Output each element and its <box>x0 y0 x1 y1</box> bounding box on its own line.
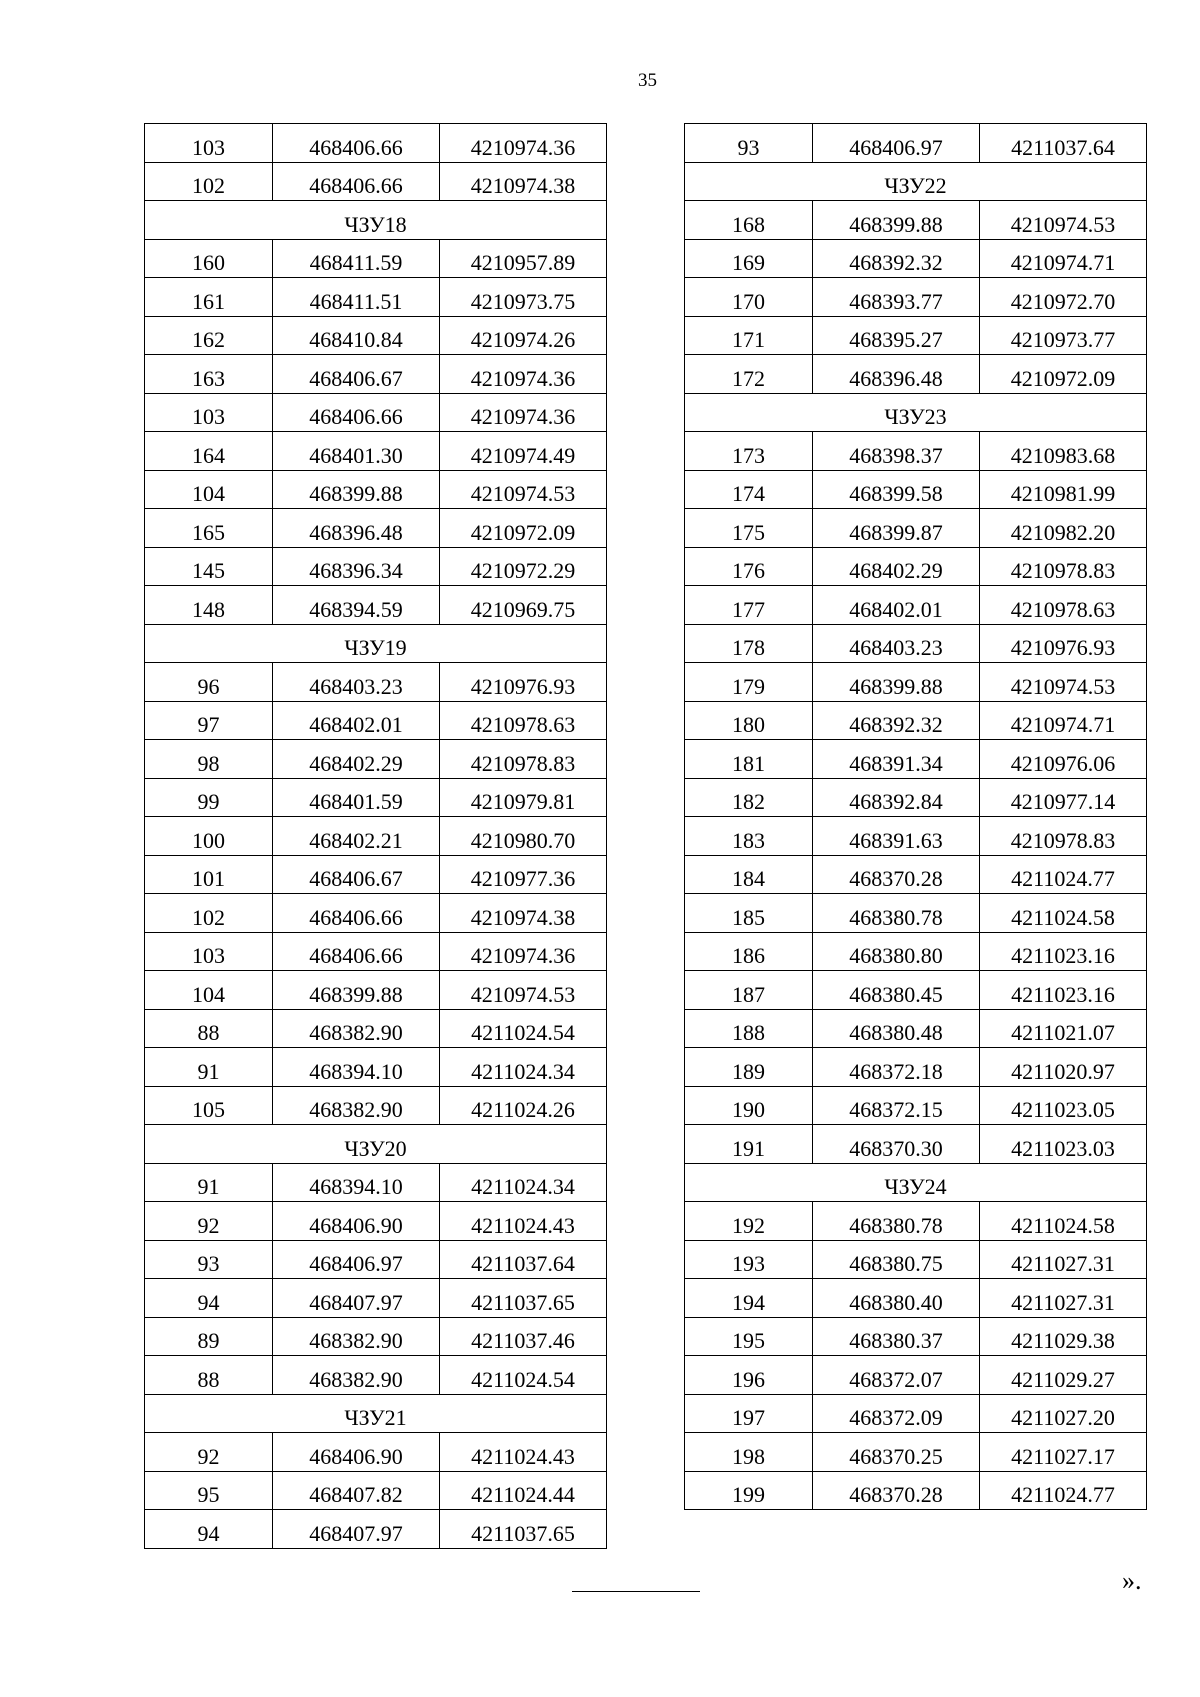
coordinate-row <box>145 778 607 817</box>
point-number-cell: 98 <box>145 740 273 779</box>
y-coordinate-cell: 4210974.53 <box>440 470 607 509</box>
coordinate-row <box>685 432 1147 471</box>
y-coordinate-cell: 4211024.77 <box>980 855 1147 894</box>
section-title: ЧЗУ23 <box>685 393 1147 432</box>
y-coordinate-cell: 4211023.03 <box>980 1125 1147 1164</box>
coordinate-row <box>685 624 1147 663</box>
coordinate-row <box>685 509 1147 548</box>
section-header-row <box>685 393 1147 432</box>
y-coordinate-cell: 4210973.75 <box>440 278 607 317</box>
y-coordinate-cell: 4210974.53 <box>980 201 1147 240</box>
point-number-cell: 104 <box>145 470 273 509</box>
coordinate-row <box>145 239 607 278</box>
section-title: ЧЗУ24 <box>685 1163 1147 1202</box>
coordinate-row <box>685 932 1147 971</box>
section-title: ЧЗУ18 <box>145 201 607 240</box>
point-number-cell: 175 <box>685 509 813 548</box>
coordinate-row <box>685 1433 1147 1472</box>
x-coordinate-cell: 468391.63 <box>813 817 980 856</box>
coordinate-row <box>145 547 607 586</box>
x-coordinate-cell: 468402.29 <box>813 547 980 586</box>
coordinate-row <box>145 162 607 201</box>
x-coordinate-cell: 468391.34 <box>813 740 980 779</box>
x-coordinate-cell: 468396.48 <box>273 509 440 548</box>
coordinate-row <box>685 971 1147 1010</box>
section-header-row <box>145 624 607 663</box>
x-coordinate-cell: 468399.88 <box>813 663 980 702</box>
y-coordinate-cell: 4210976.93 <box>440 663 607 702</box>
coordinate-row <box>145 701 607 740</box>
x-coordinate-cell: 468406.67 <box>273 355 440 394</box>
point-number-cell: 184 <box>685 855 813 894</box>
x-coordinate-cell: 468372.07 <box>813 1356 980 1395</box>
coordinate-row <box>145 740 607 779</box>
y-coordinate-cell: 4210976.06 <box>980 740 1147 779</box>
point-number-cell: 94 <box>145 1510 273 1549</box>
y-coordinate-cell: 4211020.97 <box>980 1048 1147 1087</box>
x-coordinate-cell: 468399.87 <box>813 509 980 548</box>
coordinate-row <box>145 586 607 625</box>
y-coordinate-cell: 4210974.53 <box>440 971 607 1010</box>
y-coordinate-cell: 4210979.81 <box>440 778 607 817</box>
coordinate-row <box>145 1433 607 1472</box>
point-number-cell: 99 <box>145 778 273 817</box>
y-coordinate-cell: 4210978.83 <box>980 817 1147 856</box>
x-coordinate-cell: 468380.45 <box>813 971 980 1010</box>
coordinate-row <box>685 1009 1147 1048</box>
y-coordinate-cell: 4210974.71 <box>980 239 1147 278</box>
y-coordinate-cell: 4210974.49 <box>440 432 607 471</box>
coordinate-row <box>145 470 607 509</box>
point-number-cell: 188 <box>685 1009 813 1048</box>
section-header-row <box>145 1125 607 1164</box>
y-coordinate-cell: 4210972.09 <box>980 355 1147 394</box>
y-coordinate-cell: 4211027.31 <box>980 1279 1147 1318</box>
y-coordinate-cell: 4211029.38 <box>980 1317 1147 1356</box>
y-coordinate-cell: 4210974.36 <box>440 932 607 971</box>
y-coordinate-cell: 4210978.63 <box>440 701 607 740</box>
coordinate-row <box>685 701 1147 740</box>
x-coordinate-cell: 468382.90 <box>273 1009 440 1048</box>
x-coordinate-cell: 468380.48 <box>813 1009 980 1048</box>
coordinate-row <box>685 239 1147 278</box>
x-coordinate-cell: 468406.66 <box>273 393 440 432</box>
y-coordinate-cell: 4211027.17 <box>980 1433 1147 1472</box>
point-number-cell: 199 <box>685 1471 813 1510</box>
y-coordinate-cell: 4211024.26 <box>440 1086 607 1125</box>
section-header-row <box>685 1163 1147 1202</box>
coordinate-row <box>145 817 607 856</box>
x-coordinate-cell: 468398.37 <box>813 432 980 471</box>
y-coordinate-cell: 4210974.38 <box>440 894 607 933</box>
x-coordinate-cell: 468382.90 <box>273 1356 440 1395</box>
coordinate-row <box>145 1009 607 1048</box>
point-number-cell: 103 <box>145 124 273 163</box>
x-coordinate-cell: 468370.30 <box>813 1125 980 1164</box>
x-coordinate-cell: 468370.28 <box>813 1471 980 1510</box>
x-coordinate-cell: 468380.40 <box>813 1279 980 1318</box>
y-coordinate-cell: 4210976.93 <box>980 624 1147 663</box>
coordinate-row <box>685 201 1147 240</box>
section-header-row <box>145 201 607 240</box>
x-coordinate-cell: 468406.66 <box>273 124 440 163</box>
coordinate-row <box>685 1394 1147 1433</box>
point-number-cell: 171 <box>685 316 813 355</box>
point-number-cell: 191 <box>685 1125 813 1164</box>
coordinate-row <box>145 1086 607 1125</box>
page-number: 35 <box>638 70 657 91</box>
y-coordinate-cell: 4211024.43 <box>440 1202 607 1241</box>
point-number-cell: 168 <box>685 201 813 240</box>
y-coordinate-cell: 4210973.77 <box>980 316 1147 355</box>
section-title: ЧЗУ21 <box>145 1394 607 1433</box>
coordinate-row <box>685 547 1147 586</box>
coordinates-table-left <box>144 123 607 1549</box>
section-title: ЧЗУ19 <box>145 624 607 663</box>
point-number-cell: 93 <box>685 124 813 163</box>
x-coordinate-cell: 468399.88 <box>273 971 440 1010</box>
x-coordinate-cell: 468392.32 <box>813 701 980 740</box>
coordinate-row <box>685 1048 1147 1087</box>
point-number-cell: 102 <box>145 894 273 933</box>
point-number-cell: 183 <box>685 817 813 856</box>
point-number-cell: 194 <box>685 1279 813 1318</box>
point-number-cell: 182 <box>685 778 813 817</box>
y-coordinate-cell: 4211037.46 <box>440 1317 607 1356</box>
point-number-cell: 174 <box>685 470 813 509</box>
x-coordinate-cell: 468382.90 <box>273 1317 440 1356</box>
y-coordinate-cell: 4210974.36 <box>440 124 607 163</box>
point-number-cell: 95 <box>145 1471 273 1510</box>
point-number-cell: 161 <box>145 278 273 317</box>
coordinate-row <box>145 1317 607 1356</box>
x-coordinate-cell: 468406.97 <box>813 124 980 163</box>
coordinate-row <box>685 663 1147 702</box>
point-number-cell: 160 <box>145 239 273 278</box>
y-coordinate-cell: 4210981.99 <box>980 470 1147 509</box>
x-coordinate-cell: 468407.97 <box>273 1510 440 1549</box>
y-coordinate-cell: 4211037.64 <box>980 124 1147 163</box>
point-number-cell: 97 <box>145 701 273 740</box>
y-coordinate-cell: 4210974.53 <box>980 663 1147 702</box>
closing-quote-mark: ». <box>1122 1566 1142 1595</box>
coordinate-row <box>145 894 607 933</box>
y-coordinate-cell: 4211024.58 <box>980 1202 1147 1241</box>
point-number-cell: 164 <box>145 432 273 471</box>
point-number-cell: 173 <box>685 432 813 471</box>
coordinate-row <box>685 586 1147 625</box>
x-coordinate-cell: 468392.32 <box>813 239 980 278</box>
point-number-cell: 104 <box>145 971 273 1010</box>
x-coordinate-cell: 468406.90 <box>273 1433 440 1472</box>
section-header-row <box>145 1394 607 1433</box>
point-number-cell: 100 <box>145 817 273 856</box>
coordinate-row <box>145 1240 607 1279</box>
point-number-cell: 178 <box>685 624 813 663</box>
x-coordinate-cell: 468406.97 <box>273 1240 440 1279</box>
x-coordinate-cell: 468372.18 <box>813 1048 980 1087</box>
x-coordinate-cell: 468396.34 <box>273 547 440 586</box>
y-coordinate-cell: 4210974.36 <box>440 355 607 394</box>
coordinate-row <box>145 432 607 471</box>
point-number-cell: 92 <box>145 1433 273 1472</box>
point-number-cell: 88 <box>145 1356 273 1395</box>
y-coordinate-cell: 4210983.68 <box>980 432 1147 471</box>
y-coordinate-cell: 4210972.29 <box>440 547 607 586</box>
x-coordinate-cell: 468394.10 <box>273 1163 440 1202</box>
point-number-cell: 88 <box>145 1009 273 1048</box>
y-coordinate-cell: 4211037.64 <box>440 1240 607 1279</box>
point-number-cell: 193 <box>685 1240 813 1279</box>
coordinate-row <box>685 1202 1147 1241</box>
y-coordinate-cell: 4210980.70 <box>440 817 607 856</box>
x-coordinate-cell: 468406.90 <box>273 1202 440 1241</box>
coordinate-row <box>145 393 607 432</box>
coordinate-row <box>685 740 1147 779</box>
y-coordinate-cell: 4210974.36 <box>440 393 607 432</box>
x-coordinate-cell: 468407.82 <box>273 1471 440 1510</box>
coordinate-row <box>685 1279 1147 1318</box>
y-coordinate-cell: 4210978.83 <box>980 547 1147 586</box>
y-coordinate-cell: 4211027.20 <box>980 1394 1147 1433</box>
x-coordinate-cell: 468403.23 <box>813 624 980 663</box>
y-coordinate-cell: 4210972.70 <box>980 278 1147 317</box>
x-coordinate-cell: 468410.84 <box>273 316 440 355</box>
x-coordinate-cell: 468382.90 <box>273 1086 440 1125</box>
x-coordinate-cell: 468406.66 <box>273 162 440 201</box>
point-number-cell: 176 <box>685 547 813 586</box>
coordinate-row <box>685 1471 1147 1510</box>
point-number-cell: 181 <box>685 740 813 779</box>
coordinate-row <box>145 1471 607 1510</box>
y-coordinate-cell: 4210974.26 <box>440 316 607 355</box>
x-coordinate-cell: 468372.09 <box>813 1394 980 1433</box>
x-coordinate-cell: 468392.84 <box>813 778 980 817</box>
x-coordinate-cell: 468372.15 <box>813 1086 980 1125</box>
point-number-cell: 192 <box>685 1202 813 1241</box>
x-coordinate-cell: 468396.48 <box>813 355 980 394</box>
x-coordinate-cell: 468406.66 <box>273 894 440 933</box>
x-coordinate-cell: 468402.29 <box>273 740 440 779</box>
y-coordinate-cell: 4211037.65 <box>440 1279 607 1318</box>
point-number-cell: 180 <box>685 701 813 740</box>
point-number-cell: 169 <box>685 239 813 278</box>
x-coordinate-cell: 468406.66 <box>273 932 440 971</box>
point-number-cell: 190 <box>685 1086 813 1125</box>
x-coordinate-cell: 468370.28 <box>813 855 980 894</box>
y-coordinate-cell: 4211021.07 <box>980 1009 1147 1048</box>
coordinate-row <box>145 355 607 394</box>
x-coordinate-cell: 468407.97 <box>273 1279 440 1318</box>
point-number-cell: 101 <box>145 855 273 894</box>
y-coordinate-cell: 4211023.05 <box>980 1086 1147 1125</box>
point-number-cell: 103 <box>145 393 273 432</box>
coordinate-row <box>145 509 607 548</box>
coordinate-row <box>685 894 1147 933</box>
coordinate-row <box>145 1510 607 1549</box>
y-coordinate-cell: 4210974.71 <box>980 701 1147 740</box>
point-number-cell: 148 <box>145 586 273 625</box>
point-number-cell: 92 <box>145 1202 273 1241</box>
coordinate-row <box>685 1125 1147 1164</box>
point-number-cell: 198 <box>685 1433 813 1472</box>
point-number-cell: 105 <box>145 1086 273 1125</box>
coordinate-row <box>685 124 1147 163</box>
x-coordinate-cell: 468395.27 <box>813 316 980 355</box>
point-number-cell: 89 <box>145 1317 273 1356</box>
point-number-cell: 103 <box>145 932 273 971</box>
y-coordinate-cell: 4211024.58 <box>980 894 1147 933</box>
x-coordinate-cell: 468402.01 <box>813 586 980 625</box>
x-coordinate-cell: 468380.80 <box>813 932 980 971</box>
point-number-cell: 172 <box>685 355 813 394</box>
coordinate-row <box>685 778 1147 817</box>
point-number-cell: 187 <box>685 971 813 1010</box>
point-number-cell: 96 <box>145 663 273 702</box>
coordinate-row <box>145 316 607 355</box>
x-coordinate-cell: 468399.88 <box>813 201 980 240</box>
x-coordinate-cell: 468401.30 <box>273 432 440 471</box>
coordinates-table-right <box>684 123 1147 1510</box>
coordinate-row <box>145 124 607 163</box>
y-coordinate-cell: 4211037.65 <box>440 1510 607 1549</box>
x-coordinate-cell: 468380.37 <box>813 1317 980 1356</box>
y-coordinate-cell: 4210977.14 <box>980 778 1147 817</box>
point-number-cell: 186 <box>685 932 813 971</box>
y-coordinate-cell: 4210972.09 <box>440 509 607 548</box>
x-coordinate-cell: 468393.77 <box>813 278 980 317</box>
y-coordinate-cell: 4211024.43 <box>440 1433 607 1472</box>
x-coordinate-cell: 468399.58 <box>813 470 980 509</box>
coordinate-row <box>685 470 1147 509</box>
y-coordinate-cell: 4210978.83 <box>440 740 607 779</box>
x-coordinate-cell: 468401.59 <box>273 778 440 817</box>
x-coordinate-cell: 468394.59 <box>273 586 440 625</box>
x-coordinate-cell: 468402.21 <box>273 817 440 856</box>
coordinate-row <box>145 278 607 317</box>
point-number-cell: 195 <box>685 1317 813 1356</box>
y-coordinate-cell: 4211024.54 <box>440 1356 607 1395</box>
coordinate-row <box>685 316 1147 355</box>
footer-rule <box>572 1591 700 1592</box>
coordinate-row <box>685 1317 1147 1356</box>
y-coordinate-cell: 4211029.27 <box>980 1356 1147 1395</box>
y-coordinate-cell: 4210978.63 <box>980 586 1147 625</box>
x-coordinate-cell: 468380.75 <box>813 1240 980 1279</box>
point-number-cell: 102 <box>145 162 273 201</box>
point-number-cell: 94 <box>145 1279 273 1318</box>
y-coordinate-cell: 4211024.44 <box>440 1471 607 1510</box>
y-coordinate-cell: 4210977.36 <box>440 855 607 894</box>
point-number-cell: 189 <box>685 1048 813 1087</box>
y-coordinate-cell: 4210982.20 <box>980 509 1147 548</box>
coordinate-row <box>145 971 607 1010</box>
coordinate-row <box>145 1163 607 1202</box>
x-coordinate-cell: 468411.51 <box>273 278 440 317</box>
point-number-cell: 165 <box>145 509 273 548</box>
x-coordinate-cell: 468394.10 <box>273 1048 440 1087</box>
y-coordinate-cell: 4210957.89 <box>440 239 607 278</box>
section-title: ЧЗУ22 <box>685 162 1147 201</box>
section-header-row <box>685 162 1147 201</box>
point-number-cell: 145 <box>145 547 273 586</box>
coordinate-row <box>145 855 607 894</box>
y-coordinate-cell: 4211023.16 <box>980 971 1147 1010</box>
y-coordinate-cell: 4211024.34 <box>440 1048 607 1087</box>
section-title: ЧЗУ20 <box>145 1125 607 1164</box>
point-number-cell: 93 <box>145 1240 273 1279</box>
coordinate-row <box>685 1356 1147 1395</box>
point-number-cell: 185 <box>685 894 813 933</box>
x-coordinate-cell: 468402.01 <box>273 701 440 740</box>
y-coordinate-cell: 4211024.54 <box>440 1009 607 1048</box>
point-number-cell: 179 <box>685 663 813 702</box>
x-coordinate-cell: 468399.88 <box>273 470 440 509</box>
coordinate-row <box>145 1048 607 1087</box>
coordinate-row <box>145 1279 607 1318</box>
x-coordinate-cell: 468380.78 <box>813 1202 980 1241</box>
point-number-cell: 91 <box>145 1048 273 1087</box>
y-coordinate-cell: 4210969.75 <box>440 586 607 625</box>
point-number-cell: 177 <box>685 586 813 625</box>
y-coordinate-cell: 4211027.31 <box>980 1240 1147 1279</box>
point-number-cell: 197 <box>685 1394 813 1433</box>
point-number-cell: 170 <box>685 278 813 317</box>
y-coordinate-cell: 4211023.16 <box>980 932 1147 971</box>
coordinate-row <box>685 855 1147 894</box>
coordinate-row <box>685 1086 1147 1125</box>
point-number-cell: 196 <box>685 1356 813 1395</box>
coordinate-row <box>685 817 1147 856</box>
point-number-cell: 91 <box>145 1163 273 1202</box>
coordinate-row <box>145 932 607 971</box>
coordinate-row <box>685 278 1147 317</box>
x-coordinate-cell: 468380.78 <box>813 894 980 933</box>
coordinate-row <box>685 1240 1147 1279</box>
point-number-cell: 163 <box>145 355 273 394</box>
x-coordinate-cell: 468406.67 <box>273 855 440 894</box>
coordinate-row <box>145 1356 607 1395</box>
x-coordinate-cell: 468403.23 <box>273 663 440 702</box>
x-coordinate-cell: 468370.25 <box>813 1433 980 1472</box>
y-coordinate-cell: 4210974.38 <box>440 162 607 201</box>
coordinate-row <box>145 663 607 702</box>
x-coordinate-cell: 468411.59 <box>273 239 440 278</box>
coordinate-row <box>685 355 1147 394</box>
y-coordinate-cell: 4211024.34 <box>440 1163 607 1202</box>
coordinate-row <box>145 1202 607 1241</box>
y-coordinate-cell: 4211024.77 <box>980 1471 1147 1510</box>
point-number-cell: 162 <box>145 316 273 355</box>
